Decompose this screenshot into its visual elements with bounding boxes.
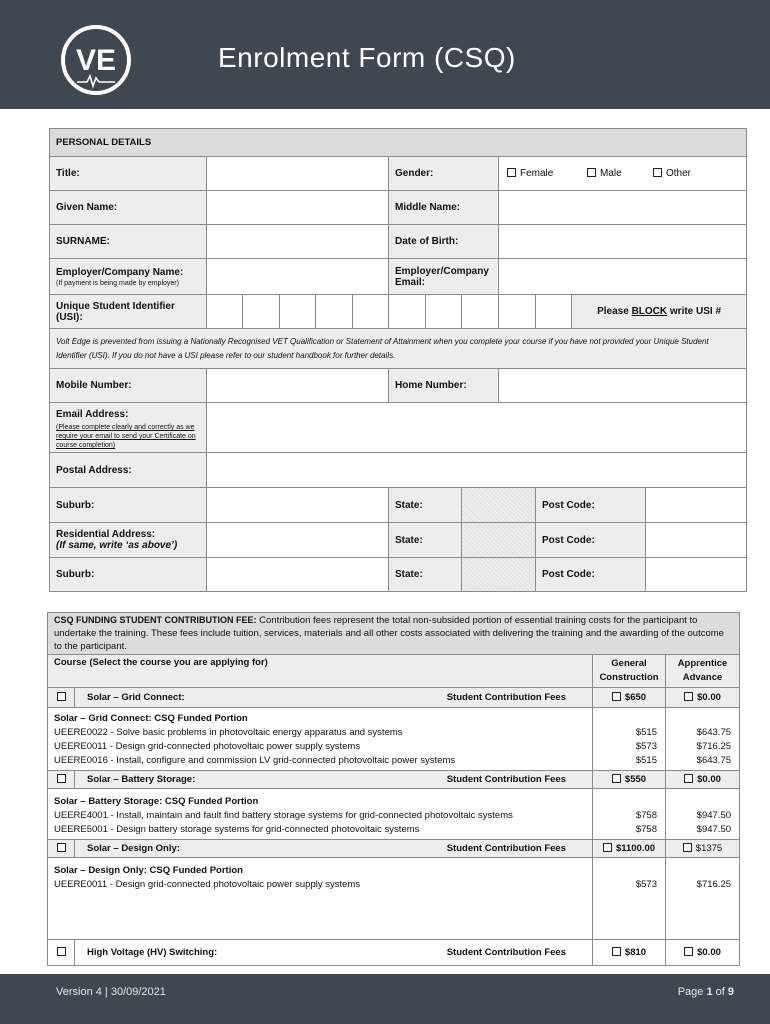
usi-note: Volt Edge is prevented from issuing a Nationally Recognised VET Qualification or Statement of Attainment when you complete your course if you have not provided your Unique Student Identifier (USI). If you do not have a USI please refer to our student handbook for further details. (50, 329, 747, 369)
funded-title: Solar – Grid Connect: CSQ Funded Portion (54, 713, 248, 724)
suburb-label: Suburb: (50, 488, 207, 523)
residential-note: (If same, write ‘as above’) (56, 540, 178, 551)
postcode-field[interactable] (646, 523, 747, 558)
checkbox-icon[interactable] (507, 168, 516, 177)
gender-male-option[interactable]: Male (587, 168, 622, 179)
email-label: Email Address: (Please complete clearly and correctly as we require your email to send your Certificate on course completion) (50, 403, 207, 453)
surname-label: SURNAME: (50, 225, 207, 259)
dob-label: Date of Birth: (389, 225, 499, 259)
mobile-label: Mobile Number: (50, 369, 207, 403)
apprentice-fee[interactable]: $1375 (666, 840, 740, 858)
usi-box[interactable] (243, 295, 280, 329)
checkbox-icon[interactable] (612, 774, 621, 783)
personal-details-table (49, 128, 747, 592)
employer-field[interactable] (207, 259, 389, 295)
postcode-field[interactable] (646, 488, 747, 523)
given-name-field[interactable] (207, 191, 389, 225)
suburb-field[interactable] (207, 558, 389, 592)
gender-other-option[interactable]: Other (653, 168, 691, 179)
state-label: State: (389, 558, 462, 592)
usi-box[interactable] (280, 295, 316, 329)
checkbox-icon[interactable] (683, 843, 692, 852)
course-select-checkbox[interactable] (48, 688, 75, 708)
course-name-row (75, 940, 593, 966)
page-header (0, 0, 770, 109)
volt-edge-logo (53, 24, 139, 96)
general-unit-costs: $573 (593, 858, 666, 940)
section-personal-details: PERSONAL DETAILS (50, 129, 747, 157)
postal-label: Postal Address: (50, 453, 207, 488)
checkbox-icon[interactable] (612, 692, 621, 701)
version-text: Version 4 | 30/09/2021 (56, 986, 166, 998)
postcode-label: Post Code: (536, 558, 646, 592)
usi-box[interactable] (536, 295, 572, 329)
usi-hint: Please BLOCK write USI # (572, 295, 747, 329)
course-name: High Voltage (HV) Switching: (87, 947, 218, 958)
unit-text: UEERE0011 - Design grid-connected photovoltaic power supply systems (54, 741, 361, 752)
given-name-label: Given Name: (50, 191, 207, 225)
postcode-field[interactable] (646, 558, 747, 592)
fees-label: Student Contribution Fees (446, 947, 566, 958)
checkbox-icon[interactable] (653, 168, 662, 177)
apprentice-fee[interactable]: $0.00 (666, 771, 740, 789)
checkbox-icon[interactable] (57, 774, 66, 783)
usi-box[interactable] (499, 295, 536, 329)
course-name-row (75, 771, 593, 789)
dob-field[interactable] (499, 225, 747, 259)
course-select-checkbox[interactable] (48, 771, 75, 789)
residential-field[interactable] (207, 523, 389, 558)
checkbox-icon[interactable] (684, 947, 693, 956)
surname-field[interactable] (207, 225, 389, 259)
logo-text: VE (75, 44, 117, 77)
gender-female-option[interactable]: Female (507, 168, 553, 179)
general-fee[interactable]: $1100.00 (593, 840, 666, 858)
course-name: Solar – Battery Storage: (87, 774, 196, 785)
usi-box[interactable] (462, 295, 499, 329)
general-fee[interactable]: $550 (593, 771, 666, 789)
apprentice-unit-costs: $716.25 (666, 858, 740, 940)
course-select-checkbox[interactable] (48, 940, 75, 966)
checkbox-icon[interactable] (57, 947, 66, 956)
mobile-field[interactable] (207, 369, 389, 403)
gender-label: Gender: (389, 157, 499, 191)
checkbox-icon[interactable] (603, 843, 612, 852)
checkbox-icon[interactable] (612, 947, 621, 956)
apprentice-fee[interactable]: $0.00 (666, 940, 740, 966)
usi-box[interactable] (389, 295, 426, 329)
state-field[interactable] (462, 523, 536, 558)
usi-box[interactable] (316, 295, 353, 329)
col-general-construction: General Construction (593, 655, 666, 688)
employer-email-field[interactable] (499, 259, 747, 295)
checkbox-icon[interactable] (587, 168, 596, 177)
page-footer (0, 974, 770, 1024)
form-title: Enrolment Form (CSQ) (218, 42, 516, 73)
fees-label: Student Contribution Fees (446, 692, 566, 703)
csq-fee-table (47, 612, 740, 966)
unit-text: UEERE0022 - Solve basic problems in photovoltaic energy apparatus and systems (54, 727, 403, 738)
course-name-row (75, 840, 593, 858)
state-field[interactable] (462, 488, 536, 523)
checkbox-icon[interactable] (684, 774, 693, 783)
title-label: Title: (50, 157, 207, 191)
employer-note: (If payment is being made by employer) (56, 279, 179, 287)
funded-portion (48, 708, 593, 771)
checkbox-icon[interactable] (57, 692, 66, 701)
unit-text: UEERE4001 - Install, maintain and fault find battery storage systems for grid-connected photovoltaic systems (54, 810, 513, 821)
usi-box[interactable] (353, 295, 389, 329)
title-field[interactable] (207, 157, 389, 191)
postcode-label: Post Code: (536, 523, 646, 558)
fees-label: Student Contribution Fees (446, 843, 566, 854)
fees-label: Student Contribution Fees (446, 774, 566, 785)
course-header: Course (Select the course you are applying for) (48, 655, 593, 688)
usi-box[interactable] (207, 295, 243, 329)
apprentice-unit-costs: $643.75 $716.25 $643.75 (666, 708, 740, 771)
funded-title: Solar – Design Only: CSQ Funded Portion (54, 865, 243, 876)
funded-title: Solar – Battery Storage: CSQ Funded Portion (54, 796, 259, 807)
general-fee[interactable]: $650 (593, 688, 666, 708)
funded-portion (48, 789, 593, 840)
general-unit-costs: $515 $573 $515 (593, 708, 666, 771)
state-label: State: (389, 523, 462, 558)
apprentice-unit-costs: $947.50 $947.50 (666, 789, 740, 840)
course-name: Solar – Design Only: (87, 843, 180, 854)
state-label: State: (389, 488, 462, 523)
usi-label: Unique Student Identifier (USI): (50, 295, 207, 329)
course-select-checkbox[interactable] (48, 840, 75, 858)
postcode-label: Post Code: (536, 488, 646, 523)
home-label: Home Number: (389, 369, 499, 403)
general-unit-costs: $758 $758 (593, 789, 666, 840)
gender-options (499, 157, 747, 191)
middle-name-field[interactable] (499, 191, 747, 225)
apprentice-fee[interactable]: $0.00 (666, 688, 740, 708)
state-field[interactable] (462, 558, 536, 592)
middle-name-label: Middle Name: (389, 191, 499, 225)
funded-portion (48, 858, 593, 940)
suburb-field[interactable] (207, 488, 389, 523)
course-name: Solar – Grid Connect: (87, 692, 185, 703)
home-field[interactable] (499, 369, 747, 403)
page-number: Page 1 of 9 (677, 986, 734, 998)
unit-text: UEERE0016 - Install, configure and commission LV grid-connected photovoltaic power systems (54, 755, 456, 766)
usi-box[interactable] (426, 295, 462, 329)
residential-label: Residential Address: (If same, write ‘as above’) (50, 523, 207, 558)
csq-fee-intro: CSQ FUNDING STUDENT CONTRIBUTION FEE: Contribution fees represent the total non-subsided portion of essential training costs for the participant to undertake the training. These fees include tuition, services, materials and all other costs associated with delivering the training and the awarding of the outcome to the participant. (48, 613, 740, 655)
checkbox-icon[interactable] (684, 692, 693, 701)
unit-text: UEERE0011 - Design grid-connected photovoltaic power supply systems (54, 879, 361, 890)
unit-text: UEERE5001 - Design battery storage systems for grid-connected photovoltaic systems (54, 824, 420, 835)
employer-email-label: Employer/Company Email: (389, 259, 499, 295)
employer-label: Employer/Company Name: (If payment is being made by employer) (50, 259, 207, 295)
email-field[interactable] (207, 403, 747, 453)
col-apprentice-advance: Apprentice Advance (666, 655, 740, 688)
general-fee[interactable]: $810 (593, 940, 666, 966)
postal-field[interactable] (207, 453, 747, 488)
course-name-row (75, 688, 593, 708)
email-note: (Please complete clearly and correctly as we require your email to send your Certificate on course completion) (56, 424, 196, 449)
checkbox-icon[interactable] (57, 843, 66, 852)
suburb-label: Suburb: (50, 558, 207, 592)
